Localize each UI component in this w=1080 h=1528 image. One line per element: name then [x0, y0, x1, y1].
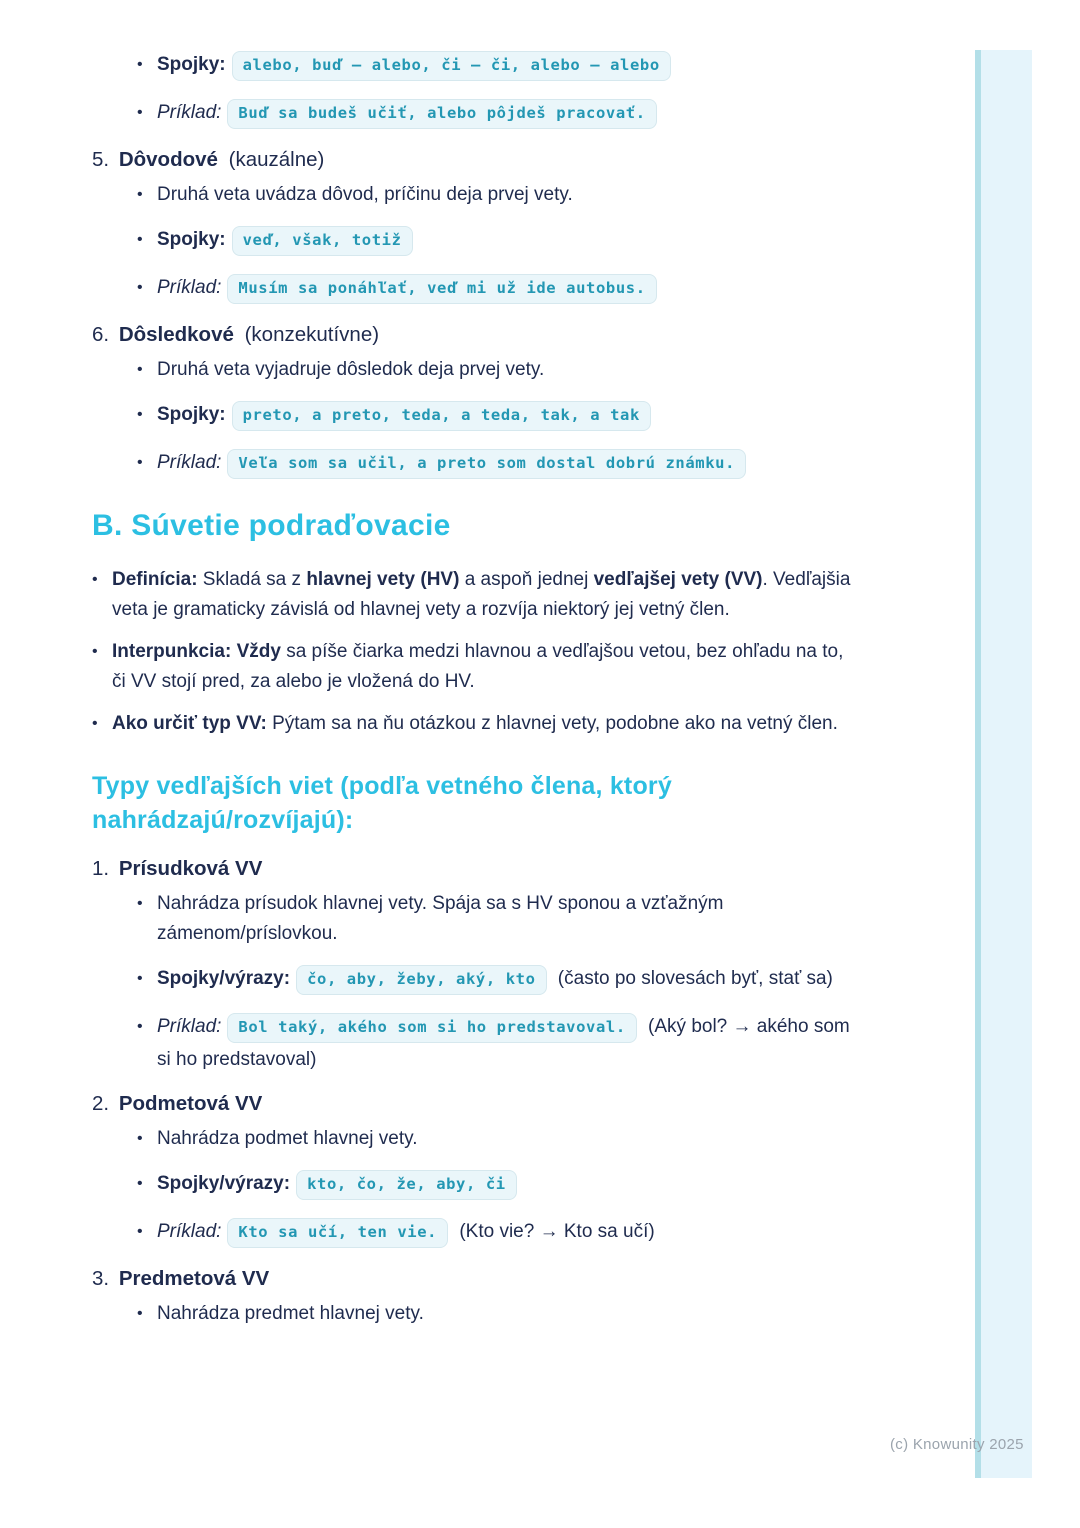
conjunctions-label: Spojky: — [157, 54, 226, 75]
item-term: Podmetová VV — [118, 1092, 263, 1115]
bullet-dot: • — [137, 104, 143, 121]
bullet-dot: • — [137, 1305, 143, 1322]
bullet-dot: • — [92, 643, 98, 660]
conjunctions-label: Spojky/výrazy: — [157, 1173, 291, 1194]
conjunctions-chip: kto, čo, že, aby, či — [296, 1170, 517, 1200]
item-term: Dôsledkové — [118, 323, 234, 346]
item-term: Predmetová VV — [118, 1267, 270, 1290]
how-to-determine-segment: Pýtam sa na ňu otázkou z hlavnej vety, podobne ako na vetný člen. — [266, 713, 838, 734]
definition-segment-bold: hlavnej vety (HV) — [306, 569, 460, 590]
example-label: Príklad: — [157, 277, 222, 298]
bullet-dot: • — [92, 715, 98, 732]
item-description: Nahrádza prísudok hlavnej vety. Spája sa s HV sponou a vzťažným zámenom/príslovkou. — [157, 893, 724, 944]
item-qualifier: (konzekutívne) — [244, 323, 380, 346]
definition-segment: a aspoň jednej — [459, 569, 594, 590]
bullet-dot: • — [92, 571, 98, 588]
definition-label: Definícia: — [112, 569, 198, 590]
example-chip: Bol taký, akého som si ho predstavoval. — [227, 1013, 636, 1043]
list-item-heading — [92, 146, 854, 174]
example-line — [157, 1217, 854, 1250]
conjunctions-suffix: (často po slovesách byť, stať sa) — [552, 968, 833, 989]
definition-text — [112, 565, 854, 625]
list-item — [137, 1169, 854, 1202]
how-to-determine-text — [112, 709, 854, 739]
conjunctions-line — [157, 964, 854, 997]
list-item — [137, 964, 854, 997]
bullet-dot: • — [137, 186, 143, 203]
example-line — [157, 1012, 854, 1075]
list-item — [137, 225, 854, 258]
bullet-dot: • — [137, 1018, 143, 1035]
conjunctions-label: Spojky: — [157, 404, 226, 425]
conjunctions-line — [157, 1169, 854, 1202]
item-description: Druhá veta vyjadruje dôsledok deja prvej vety. — [157, 359, 545, 380]
list-item — [137, 1299, 854, 1329]
list-item — [137, 180, 854, 210]
bullet-dot: • — [137, 454, 143, 471]
example-label: Príklad: — [157, 1221, 222, 1242]
how-to-determine-label: Ako určiť typ VV: — [112, 713, 267, 734]
example-suffix: (Aký bol? → akého som si ho predstavoval) — [157, 1016, 850, 1070]
item-term: Dôvodové — [118, 148, 218, 171]
example-chip: Buď sa budeš učiť, alebo pôjdeš pracovať. — [227, 99, 656, 129]
item-term: Prísudková VV — [118, 857, 263, 880]
bullet-dot: • — [137, 361, 143, 378]
section-heading: B. Súvetie podraďovacie — [92, 509, 451, 542]
item-number: 1. — [92, 857, 110, 880]
conjunctions-label: Spojky: — [157, 229, 226, 250]
bullet-dot: • — [137, 1223, 143, 1240]
bullet-dot: • — [137, 970, 143, 987]
definition-segment-bold: vedľajšej vety (VV) — [593, 569, 763, 590]
list-item — [137, 50, 854, 83]
bullet-dot: • — [137, 279, 143, 296]
list-item — [137, 448, 854, 481]
example-line — [157, 448, 854, 481]
list-item-heading — [92, 321, 854, 349]
conjunctions-line — [157, 50, 854, 83]
list-item — [137, 98, 854, 131]
example-chip: Veľa som sa učil, a preto som dostal dobrú známku. — [227, 449, 746, 479]
list-item — [92, 709, 854, 739]
footer-credit: (c) Knowunity 2025 — [890, 1436, 1024, 1453]
bullet-dot: • — [137, 895, 143, 912]
list-item — [92, 637, 854, 697]
conjunctions-chip: veď, však, totiž — [232, 226, 413, 256]
item-number: 5. — [92, 148, 110, 171]
bullet-dot: • — [137, 406, 143, 423]
example-label: Príklad: — [157, 452, 222, 473]
definition-segment: Skladá sa z — [197, 569, 307, 590]
item-number: 6. — [92, 323, 110, 346]
list-item — [137, 400, 854, 433]
list-item — [137, 1012, 854, 1075]
bullet-dot: • — [137, 1175, 143, 1192]
list-item — [137, 355, 854, 385]
example-label: Príklad: — [157, 102, 222, 123]
example-chip: Musím sa ponáhľať, veď mi už ide autobus. — [227, 274, 656, 304]
list-item-heading — [92, 855, 854, 883]
list-item-heading — [92, 1265, 854, 1293]
item-description: Nahrádza podmet hlavnej vety. — [157, 1128, 418, 1149]
sidebar-strip — [975, 50, 1032, 1478]
list-item — [137, 273, 854, 306]
list-item — [137, 1124, 854, 1154]
punctuation-text — [112, 637, 854, 697]
bullet-dot: • — [137, 231, 143, 248]
conjunctions-line — [157, 225, 854, 258]
subsection-heading: Typy vedľajších viet (podľa vetného člena, ktorý nahrádzajú/rozvíjajú): — [92, 772, 672, 834]
bullet-dot: • — [137, 56, 143, 73]
conjunctions-chip: čo, aby, žeby, aký, kto — [296, 965, 546, 995]
list-item-heading — [92, 1090, 854, 1118]
punctuation-segment: sa píše čiarka medzi hlavnou a vedľajšou vetou, bez ohľadu na to, či VV stojí pred, za alebo je vložená do HV. — [112, 641, 844, 692]
conjunctions-label: Spojky/výrazy: — [157, 968, 291, 989]
item-number: 3. — [92, 1267, 110, 1290]
example-line — [157, 98, 854, 131]
example-chip: Kto sa učí, ten vie. — [227, 1218, 448, 1248]
item-number: 2. — [92, 1092, 110, 1115]
document-content — [92, 50, 854, 1344]
bullet-dot: • — [137, 1130, 143, 1147]
item-qualifier: (kauzálne) — [228, 148, 325, 171]
example-label: Príklad: — [157, 1016, 222, 1037]
list-item — [137, 889, 854, 949]
item-description: Druhá veta uvádza dôvod, príčinu deja prvej vety. — [157, 184, 573, 205]
definition-segment: . Vedľajšia veta je gramaticky závislá od hlavnej vety a rozvíja niektorý jej vetný člen. — [112, 569, 851, 620]
item-description: Nahrádza predmet hlavnej vety. — [157, 1303, 424, 1324]
punctuation-label: Interpunkcia: Vždy — [112, 641, 281, 662]
example-suffix: (Kto vie? → Kto sa učí) — [454, 1221, 655, 1242]
conjunctions-chip: alebo, buď – alebo, či – či, alebo – alebo — [232, 51, 671, 81]
list-item — [137, 1217, 854, 1250]
conjunctions-chip: preto, a preto, teda, a teda, tak, a tak — [232, 401, 651, 431]
example-line — [157, 273, 854, 306]
list-item — [92, 565, 854, 625]
conjunctions-line — [157, 400, 854, 433]
